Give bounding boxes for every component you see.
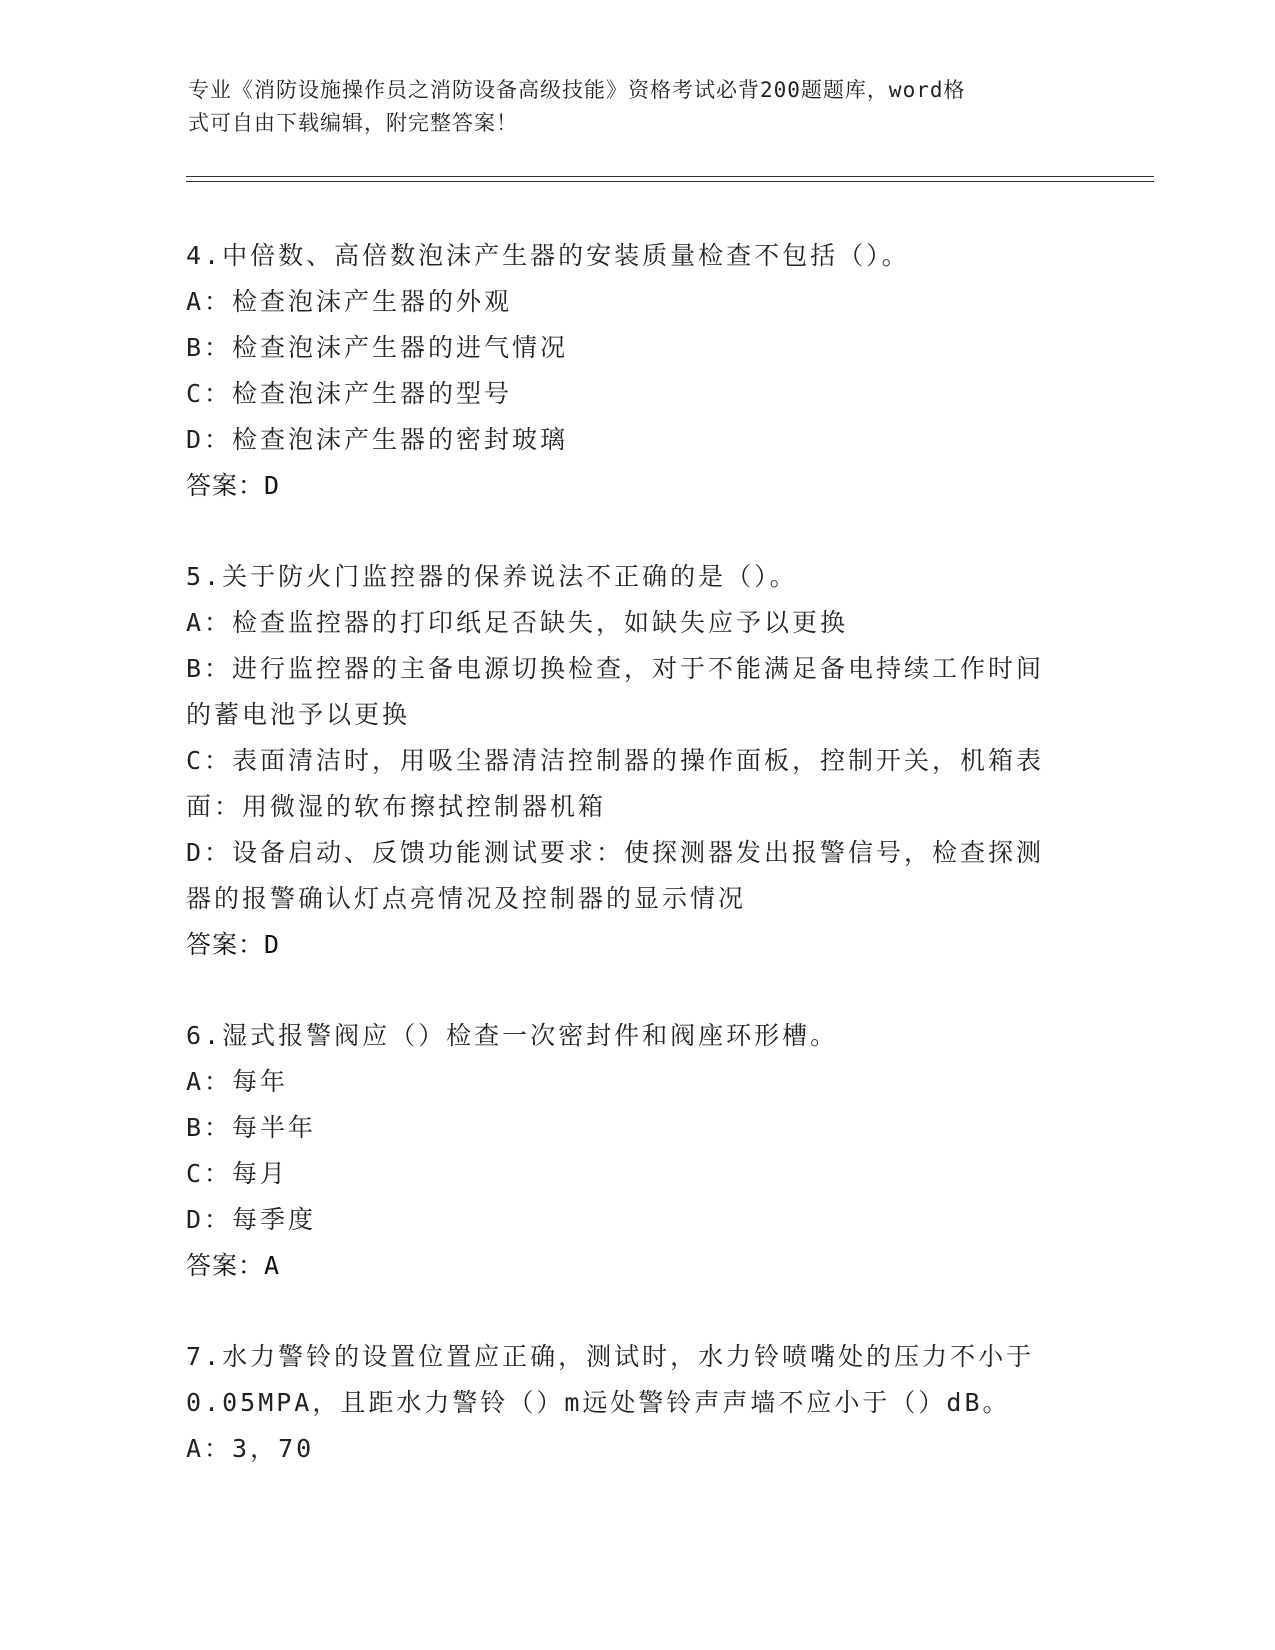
option-b: B：每半年 <box>186 1113 317 1142</box>
answer-line: 答案：D <box>186 930 281 959</box>
answer-line: 答案：D <box>186 471 281 500</box>
option-d: D：检查泡沫产生器的密封玻璃 <box>186 425 569 454</box>
question-stem: 6.湿式报警阀应（）检查一次密封件和阀座环形槽。 <box>186 1021 839 1050</box>
question-stem-continued: 0.05MPA，且距水力警铃（）m远处警铃声声墙不应小于（）dB。 <box>186 1388 1011 1417</box>
option-a: A：每年 <box>186 1067 289 1096</box>
header-rule-bottom <box>186 181 1154 182</box>
header-line-2: 式可自由下载编辑，附完整答案！ <box>188 111 518 135</box>
option-b: B：进行监控器的主备电源切换检查，对于不能满足备电持续工作时间 <box>186 654 1045 683</box>
answer-line: 答案：A <box>186 1251 281 1280</box>
document-header <box>188 74 1068 140</box>
question-stem: 4.中倍数、高倍数泡沫产生器的安装质量检查不包括（）。 <box>186 241 910 270</box>
option-d-continued: 器的报警确认灯点亮情况及控制器的显示情况 <box>186 884 747 913</box>
option-c: C：每月 <box>186 1159 289 1188</box>
header-rule-top <box>186 176 1154 177</box>
question-6 <box>186 1013 1086 1289</box>
question-stem: 5.关于防火门监控器的保养说法不正确的是（）。 <box>186 562 798 591</box>
option-b-continued: 的蓄电池予以更换 <box>186 700 411 729</box>
option-a: A：3，70 <box>186 1434 315 1463</box>
question-5 <box>186 554 1086 968</box>
option-c: C：检查泡沫产生器的型号 <box>186 379 513 408</box>
option-a: A：检查监控器的打印纸足否缺失，如缺失应予以更换 <box>186 608 849 637</box>
question-7 <box>186 1334 1086 1472</box>
option-d: D：每季度 <box>186 1205 317 1234</box>
option-d: D：设备启动、反馈功能测试要求：使探测器发出报警信号，检查探测 <box>186 838 1045 867</box>
option-a: A：检查泡沫产生器的外观 <box>186 287 513 316</box>
option-b: B：检查泡沫产生器的进气情况 <box>186 333 569 362</box>
question-list <box>186 233 1086 1517</box>
option-c: C：表面清洁时，用吸尘器清洁控制器的操作面板，控制开关，机箱表 <box>186 746 1045 775</box>
header-line-1: 专业《消防设施操作员之消防设备高级技能》资格考试必背200题题库，word格 <box>188 78 966 102</box>
question-4 <box>186 233 1086 509</box>
question-stem: 7.水力警铃的设置位置应正确，测试时，水力铃喷嘴处的压力不小于 <box>186 1342 1035 1371</box>
option-c-continued: 面：用微湿的软布擦拭控制器机箱 <box>186 792 607 821</box>
